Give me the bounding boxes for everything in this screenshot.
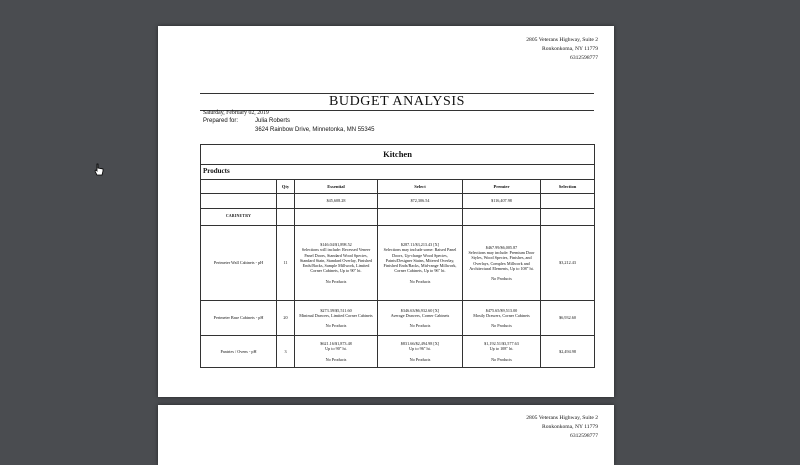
table-row bbox=[201, 301, 595, 336]
option-price: $1,192.51/$3,577.63 bbox=[484, 341, 519, 347]
report-date: Saturday, February 02, 2019 bbox=[203, 110, 269, 116]
col-header-qty: Qty bbox=[277, 180, 295, 194]
selection-value: $6,932.60 bbox=[541, 301, 595, 336]
address-line-2: Ronkonkoma, NY 11779 bbox=[542, 46, 598, 52]
option-note: No Products bbox=[409, 278, 431, 284]
essential-option bbox=[295, 301, 378, 336]
product-name: Perimeter Wall Cabinets - pH bbox=[201, 226, 277, 301]
option-note: No Products bbox=[491, 323, 512, 329]
company-phone: 6312598777 bbox=[570, 433, 598, 439]
option-description: Up to 108" ht. bbox=[489, 346, 514, 352]
option-note: No Products bbox=[491, 356, 512, 362]
option-price: $621.16/$1,873.48 bbox=[320, 341, 352, 347]
products-heading: Products bbox=[201, 165, 595, 180]
totals-cell-qty bbox=[277, 194, 295, 209]
company-phone: 6312598777 bbox=[570, 55, 598, 61]
option-description: Selections may include some: Raised Panel Doors, Up-charge Wood Species, Paints/Designer Stains, Mitered Overlay, Finished Ends/Backs, Mid-range Millwork, Corner Cabinets, Up to 96" ht. bbox=[383, 247, 457, 274]
product-qty: 20 bbox=[277, 301, 295, 336]
totals-cell-selection bbox=[541, 194, 595, 209]
table-row bbox=[201, 336, 595, 368]
table-row bbox=[201, 226, 595, 301]
product-qty: 11 bbox=[277, 226, 295, 301]
section-row bbox=[201, 209, 595, 226]
option-note: No Products bbox=[409, 323, 431, 329]
col-header-select: Select bbox=[378, 180, 463, 194]
col-header-essential: Essential bbox=[295, 180, 378, 194]
client-address: 3624 Rainbow Drive, Minnetonka, MN 55345 bbox=[255, 127, 375, 133]
product-qty: 3 bbox=[277, 336, 295, 368]
option-price: $273.39/$5,511.60 bbox=[320, 307, 352, 313]
option-price: $467.99/$6,005.87 bbox=[485, 244, 518, 250]
total-select: $72,306.54 bbox=[378, 194, 463, 209]
col-header-premier: Premier bbox=[463, 180, 541, 194]
option-description: Minimal Drawers, Limited Corner Cabinets bbox=[299, 312, 373, 318]
select-option bbox=[378, 336, 463, 368]
product-name: Pantries / Ovens - pH bbox=[201, 336, 277, 368]
prepared-for bbox=[203, 118, 503, 124]
option-description: Up to 90" ht. bbox=[325, 346, 347, 352]
option-note: No Products bbox=[409, 356, 431, 362]
option-note: No Products bbox=[325, 278, 347, 284]
document-page-1 bbox=[158, 26, 614, 397]
option-note: No Products bbox=[325, 323, 347, 329]
option-note: No Products bbox=[325, 356, 347, 362]
address-line-1: 2805 Veterans Highway, Suite 2 bbox=[526, 37, 598, 43]
column-header-row bbox=[201, 180, 595, 194]
document-page-2 bbox=[158, 405, 614, 465]
client-name: Julia Roberts bbox=[255, 118, 291, 124]
product-name: Perimeter Base Cabinets - pH bbox=[201, 301, 277, 336]
essential-option bbox=[295, 336, 378, 368]
option-description: Up to 96" ht. bbox=[409, 346, 431, 352]
totals-cell-product bbox=[201, 194, 277, 209]
col-header-product bbox=[201, 180, 277, 194]
select-option bbox=[378, 226, 463, 301]
total-premier: $116,407.98 bbox=[463, 194, 541, 209]
col-header-selection: Selection bbox=[541, 180, 595, 194]
option-description: Selections may include: Premium Door Styles, Wood Species, Finishes, and Overlays, Complex Millwork and Architectural Elements, Up to 108" ht. bbox=[468, 249, 535, 271]
selection-value: $2,494.98 bbox=[541, 336, 595, 368]
essential-option bbox=[295, 226, 378, 301]
option-note: No Products bbox=[491, 276, 512, 282]
selection-value: $3,212.43 bbox=[541, 226, 595, 301]
room-title: Kitchen bbox=[201, 145, 595, 165]
option-description: Average Drawers, Corner Cabinets bbox=[390, 312, 450, 318]
prepared-for-label: Prepared for: bbox=[203, 118, 239, 124]
address-line-2: Ronkonkoma, NY 11779 bbox=[542, 424, 598, 430]
premier-option bbox=[463, 336, 541, 368]
company-address bbox=[526, 414, 598, 441]
option-price: $287.11/$3,213.43 [X] bbox=[400, 241, 440, 247]
document-title: BUDGET ANALYSIS bbox=[328, 94, 466, 109]
option-price: $831.66/$2,494.98 [X] bbox=[400, 341, 440, 347]
premier-option bbox=[463, 226, 541, 301]
premier-option bbox=[463, 301, 541, 336]
section-label: CABINETRY bbox=[201, 209, 277, 226]
option-price: $475.65/$9,513.00 bbox=[485, 307, 518, 313]
select-option bbox=[378, 301, 463, 336]
total-essential: $45,608.28 bbox=[295, 194, 378, 209]
hand-pointer-icon bbox=[94, 163, 104, 177]
company-address bbox=[526, 36, 598, 63]
option-price: $146.04/$1,898.52 bbox=[320, 241, 352, 247]
option-description: Mostly Drawers, Corner Cabinets bbox=[473, 312, 530, 318]
totals-row bbox=[201, 194, 595, 209]
budget-table bbox=[200, 144, 595, 368]
option-price: $346.63/$6,932.60 [X] bbox=[400, 307, 440, 313]
address-line-1: 2805 Veterans Highway, Suite 2 bbox=[526, 415, 598, 421]
option-description: Selections will include: Recessed Veneer Panel Doors, Standard Wood Species, Standard Stain, Standard Overlay, Finished Ends/Backs, Sample Millwork, Limited Corner Cabinets, Up to 90" ht. bbox=[299, 247, 373, 274]
